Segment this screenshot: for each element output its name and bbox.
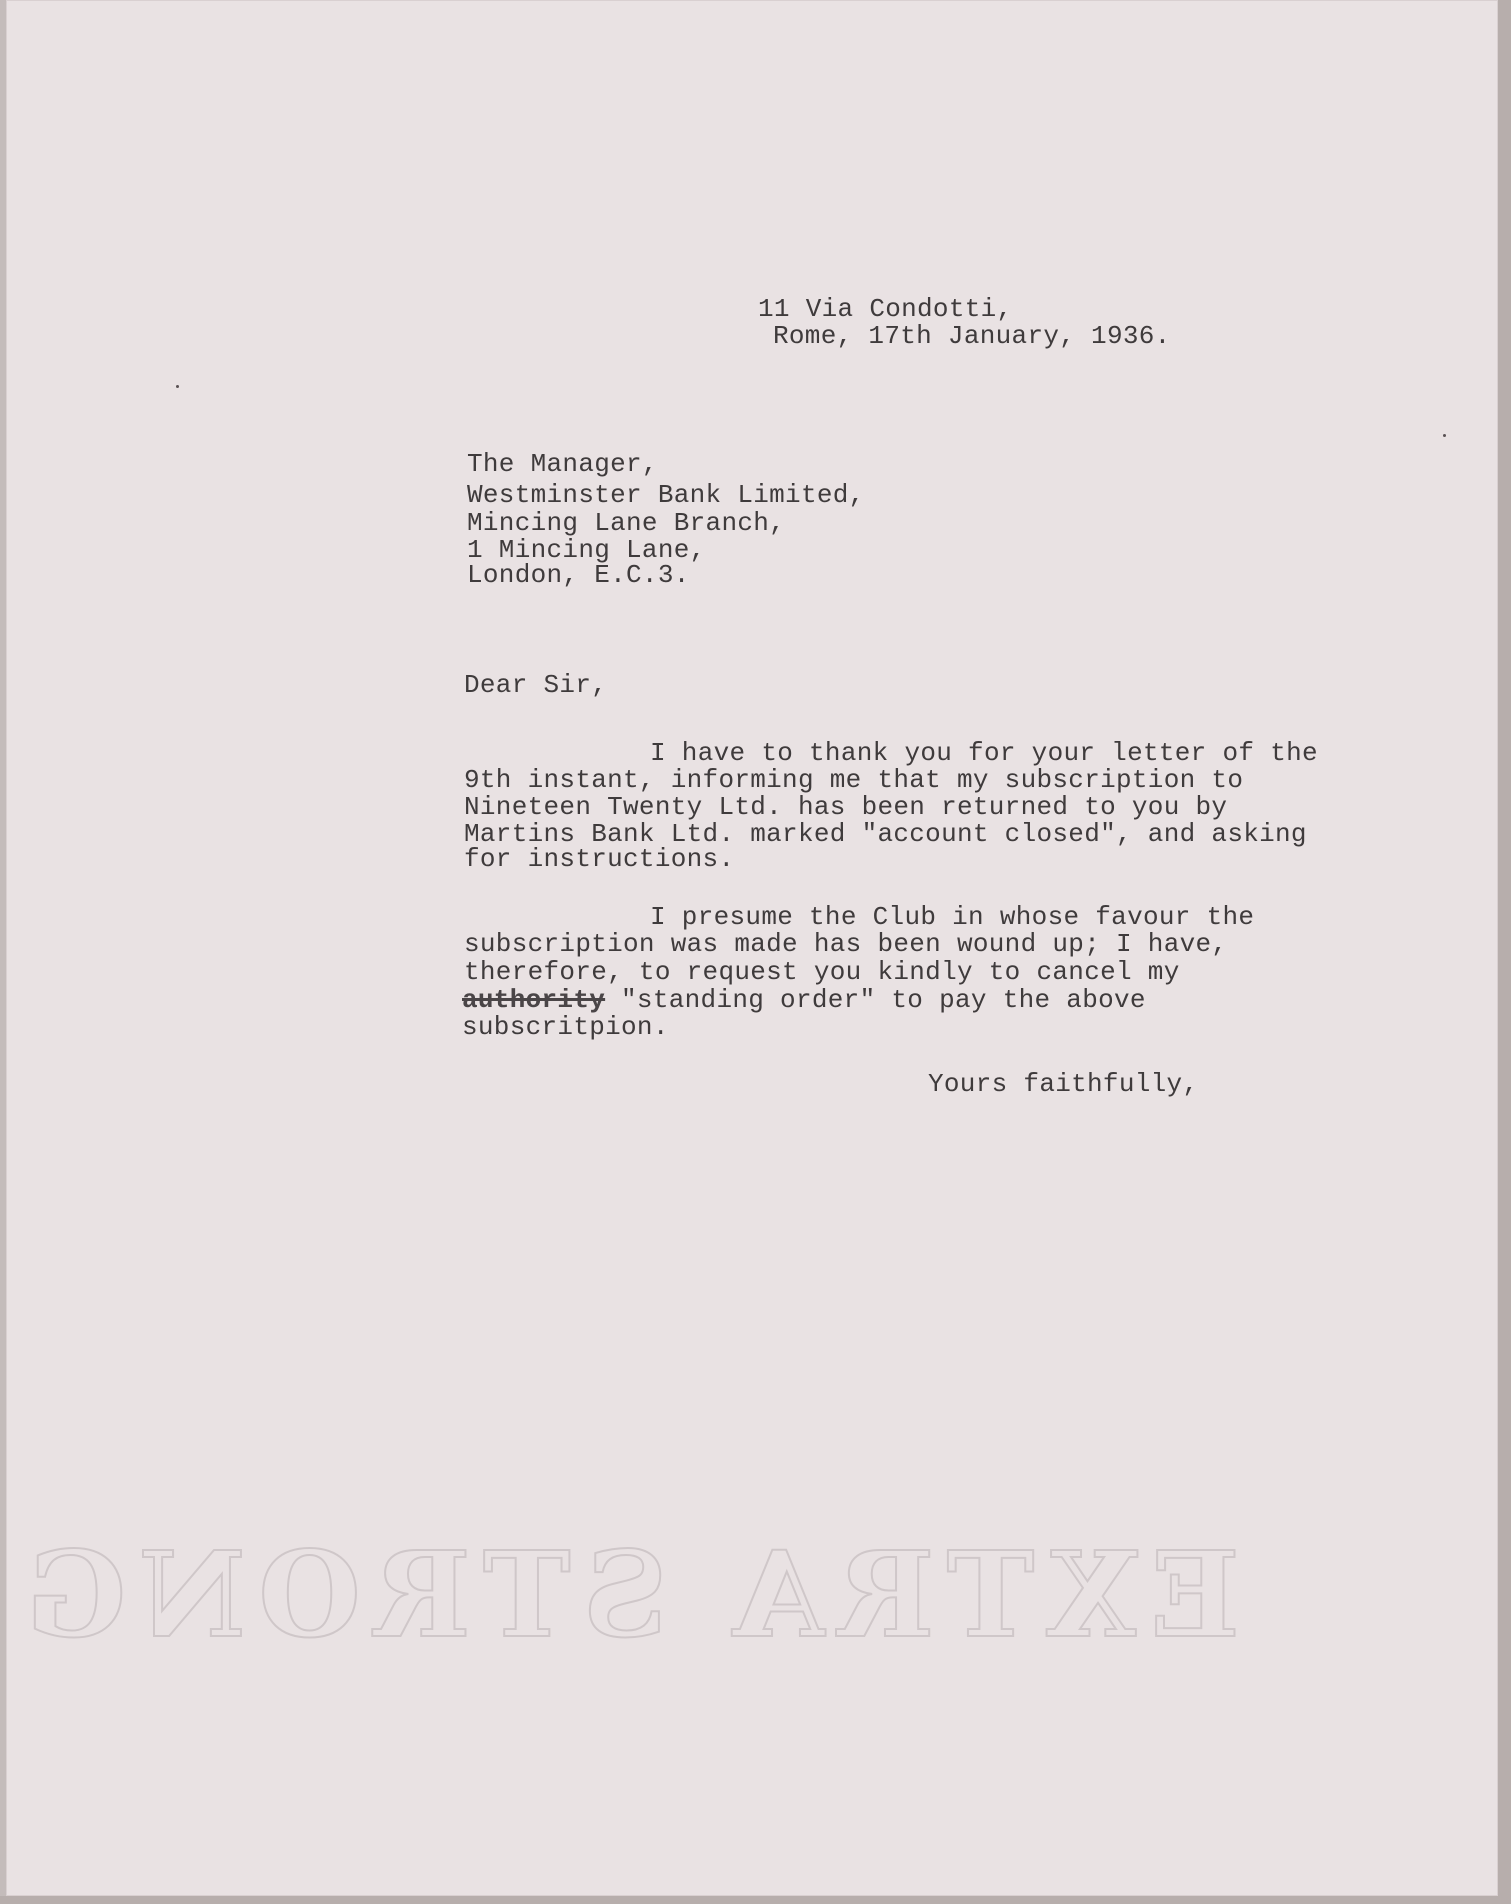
page-edge-right	[1498, 0, 1511, 1904]
recipient-line-5: London, E.C.3.	[467, 560, 690, 590]
page-edge-bottom	[0, 1896, 1511, 1904]
recipient-line-4: 1 Mincing Lane,	[467, 535, 706, 565]
paper-speck	[176, 385, 179, 388]
paper-speck	[1443, 434, 1446, 437]
paper-watermark: EXTRA STRONG	[13, 1525, 1240, 1664]
paragraph-2-line-4	[462, 987, 1146, 1013]
sender-address-date: Rome, 17th January, 1936.	[773, 321, 1171, 351]
paragraph-2-line-3: therefore, to request you kindly to cancel my	[464, 957, 1180, 987]
recipient-line-2: Westminster Bank Limited,	[467, 480, 865, 510]
paragraph-1-line-4: Martins Bank Ltd. marked "account closed", and asking	[464, 819, 1307, 849]
salutation: Dear Sir,	[464, 670, 608, 700]
closing: Yours faithfully,	[928, 1069, 1199, 1099]
paragraph-2-line-5: subscritpion.	[462, 1012, 669, 1042]
struck-out-word: authority	[462, 985, 606, 1015]
paragraph-1-line-3: Nineteen Twenty Ltd. has been returned to you by	[464, 792, 1228, 822]
paragraph-1-line-1: I have to thank you for your letter of the	[650, 738, 1318, 768]
paragraph-1-line-5: for instructions.	[464, 844, 735, 874]
recipient-line-1: The Manager,	[467, 449, 658, 479]
sender-address-line-1: 11 Via Condotti,	[758, 294, 1013, 324]
paragraph-1-line-2: 9th instant, informing me that my subscription to	[464, 765, 1244, 795]
recipient-line-3: Mincing Lane Branch,	[467, 508, 786, 538]
paragraph-2-line-1: I presume the Club in whose favour the	[650, 902, 1255, 932]
paragraph-2-line-2: subscription was made has been wound up; I have,	[464, 929, 1228, 959]
paragraph-2-line-4-rest: "standing order" to pay the above	[605, 985, 1146, 1015]
